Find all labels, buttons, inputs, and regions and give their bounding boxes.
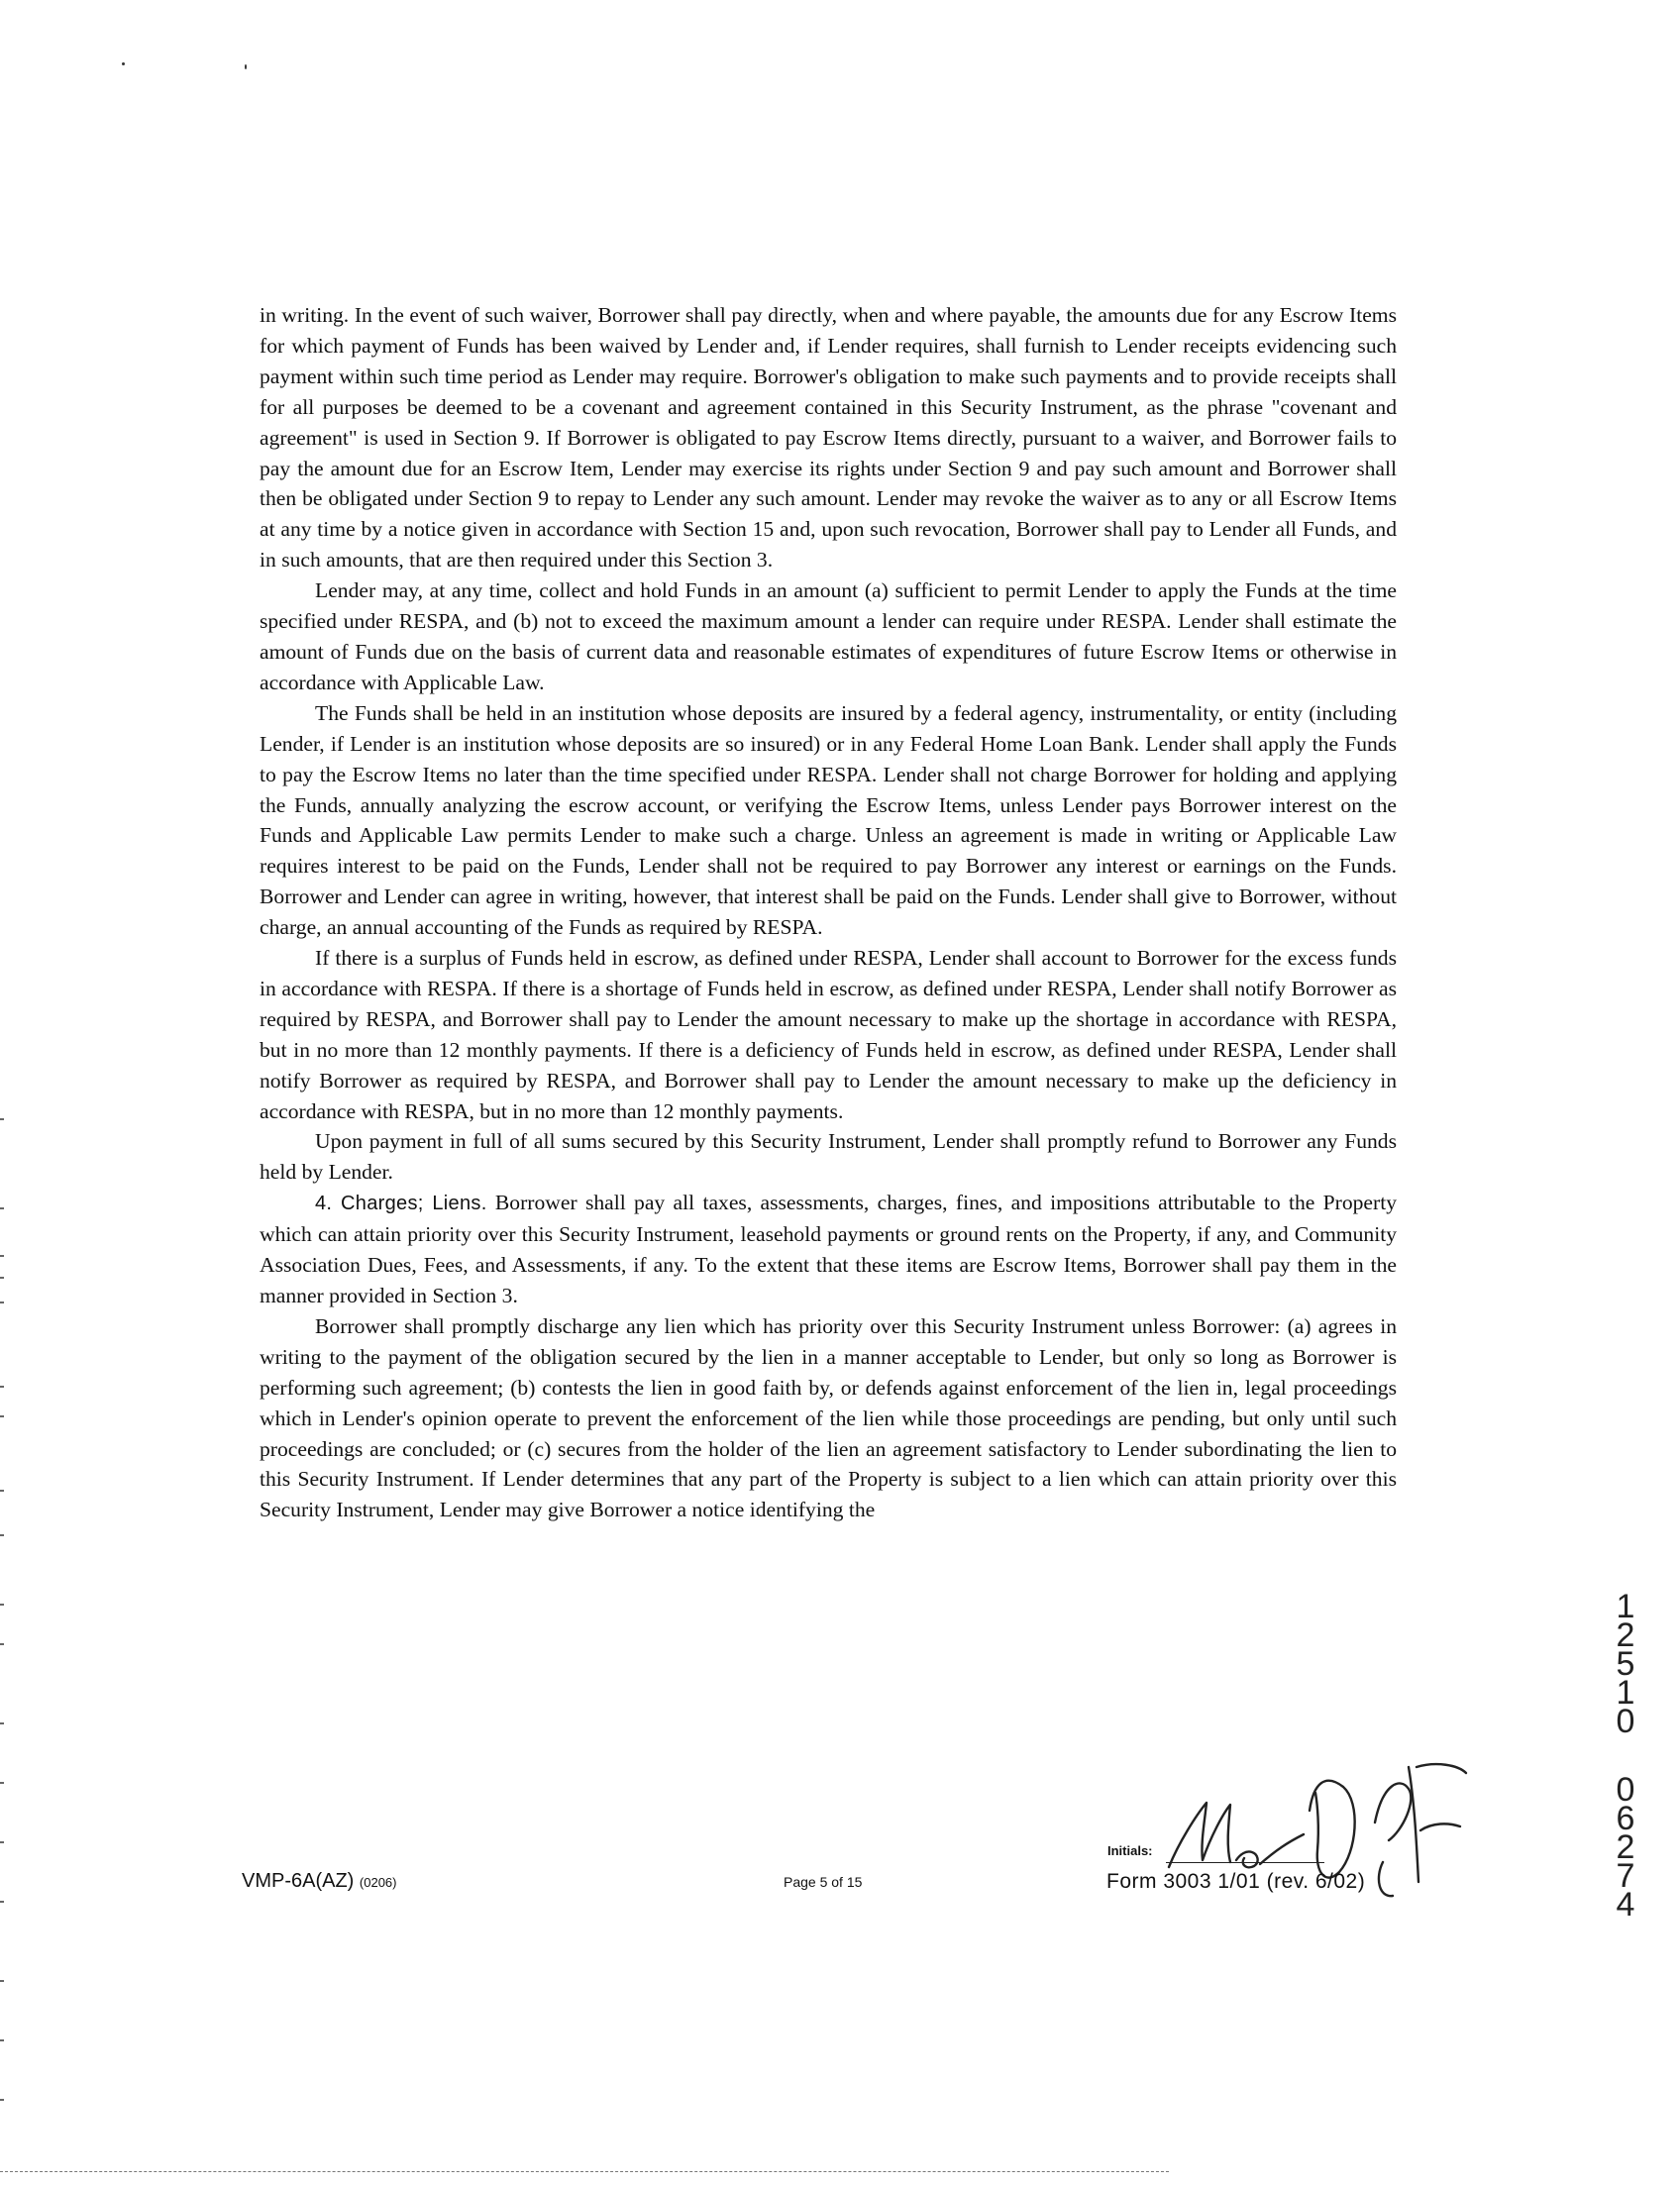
form-number: Form 3003 1/01 (rev. 6/02) (1106, 1870, 1366, 1893)
page-number: Page 5 of 15 (784, 1874, 863, 1890)
loan-digit-gap (1611, 1736, 1640, 1776)
section-body: Borrower shall pay all taxes, assessments, charges, fines, and impositions attributable to the Property which can attain priority over this Security Instrument, leasehold payments or ground rents on the Property, if any, and Community Association Dues, Fees, and Assessments, if any. To the extent that these items are Escrow Items, Borrower shall pay them in the manner provided in Section 3. (260, 1191, 1398, 1307)
paragraph-funds-held: The Funds shall be held in an institution whose deposits are insured by a federal agency, instrumentality, or entity (including Lender, if Lender is an institution whose deposits are so insured) or in any Federal Home Loan Bank. Lender shall apply the Funds to pay the Escrow Items no later than the time specified under RESPA. Lender shall not charge Borrower for holding and applying the Funds, annually analyzing the escrow account, or verifying the Escrow Items, unless Lender pays Borrower interest on the Funds and Applicable Law permits Lender to make such a charge. Unless an agreement is made in writing or Applicable Law requires interest to be paid on the Funds, Lender shall not be required to pay Borrower any interest or earnings on the Funds. Borrower and Lender can agree in writing, however, that interest shall be paid on the Funds. Lender shall give to Borrower, without charge, an annual accounting of the Funds as required by RESPA. (260, 700, 1397, 940)
loan-digit: 6 (1616, 1800, 1635, 1837)
section-heading: 4. Charges; Liens. (315, 1193, 487, 1215)
loan-digit: 2 (1616, 1616, 1635, 1654)
paragraph-refund: Upon payment in full of all sums secured by this Security Instrument, Lender shall promptly refund to Borrower any Funds held by Lender. (260, 1129, 1397, 1185)
loan-digit: 5 (1616, 1645, 1635, 1683)
loan-digit: 0 (1616, 1771, 1635, 1809)
form-code-suffix: (0206) (359, 1875, 397, 1890)
initials-line (1166, 1862, 1324, 1863)
scan-speck (245, 64, 247, 69)
loan-digit: 1 (1616, 1674, 1635, 1712)
form-code (242, 1870, 396, 1893)
scan-bottom-rule (0, 2171, 1169, 2172)
loan-digit: 0 (1616, 1703, 1635, 1740)
scan-edge-marks (0, 1090, 6, 2179)
paragraph-surplus-shortage: If there is a surplus of Funds held in escrow, as defined under RESPA, Lender shall account to Borrower for the excess funds in accordance with RESPA. If there is a shortage of Funds held in escrow, as defined under RESPA, Lender shall notify Borrower as required by RESPA, and Borrower shall pay to Lender the amount necessary to make up the shortage in accordance with RESPA, but in no more than 12 monthly payments. If there is a deficiency of Funds held in escrow, as defined under RESPA, Lender shall notify Borrower as required by RESPA, and Borrower shall pay to Lender the amount necessary to make up the deficiency in accordance with RESPA, but in no more than 12 monthly payments. (260, 946, 1397, 1123)
loan-digit: 4 (1616, 1886, 1635, 1924)
scan-speck (122, 62, 125, 65)
paragraph-charges-liens (260, 1188, 1397, 1311)
form-code-text: VMP-6A(AZ) (242, 1870, 355, 1892)
loan-number-vertical (1611, 1588, 1640, 1924)
paragraph-discharge-lien: Borrower shall promptly discharge any lien which has priority over this Security Instrument unless Borrower: (a) agrees in writing to the payment of the obligation secured by the lien in a manner acceptable to Lender, but only so long as Borrower is performing such agreement; (b) contests the lien in good faith by, or defends against enforcement of the lien in, legal proceedings which in Lender's opinion operate to prevent the enforcement of the lien while those proceedings are pending, but only until such proceedings are concluded; or (c) secures from the holder of the lien an agreement satisfactory to Lender subordinating the lien to this Security Instrument. If Lender determines that any part of the Property is subject to a lien which can attain priority over this Security Instrument, Lender may give Borrower a notice identifying the (260, 1313, 1397, 1522)
paragraph-waiver-continued: in writing. In the event of such waiver, Borrower shall pay directly, when and where payable, the amounts due for any Escrow Items for which payment of Funds has been waived by Lender and, if Lender requires, shall furnish to Lender receipts evidencing such payment within such time period as Lender may require. Borrower's obligation to make such payments and to provide receipts shall for all purposes be deemed to be a covenant and agreement contained in this Security Instrument, as the phrase "covenant and agreement" is used in Section 9. If Borrower is obligated to pay Escrow Items directly, pursuant to a waiver, and Borrower fails to pay the amount due for an Escrow Item, Lender may exercise its rights under Section 9 and pay such amount and Borrower shall then be obligated under Section 9 to repay to Lender any such amount. Lender may revoke the waiver as to any or all Escrow Items at any time by a notice given in accordance with Section 15 and, upon such revocation, Borrower shall pay to Lender all Funds, and in such amounts, that are then required under this Section 3. (260, 303, 1397, 573)
initials-label: Initials: (1107, 1843, 1153, 1858)
paragraph-collect-funds: Lender may, at any time, collect and hold Funds in an amount (a) sufficient to permit Lender to apply the Funds at the time specified under RESPA, and (b) not to exceed the maximum amount a lender can require under RESPA. Lender shall estimate the amount of Funds due on the basis of current data and reasonable estimates of expenditures of future Escrow Items or otherwise in accordance with Applicable Law. (260, 578, 1397, 694)
loan-digit: 7 (1616, 1857, 1635, 1895)
document-body (260, 300, 1397, 1525)
loan-digit: 1 (1616, 1588, 1635, 1625)
loan-digit: 2 (1616, 1828, 1635, 1866)
